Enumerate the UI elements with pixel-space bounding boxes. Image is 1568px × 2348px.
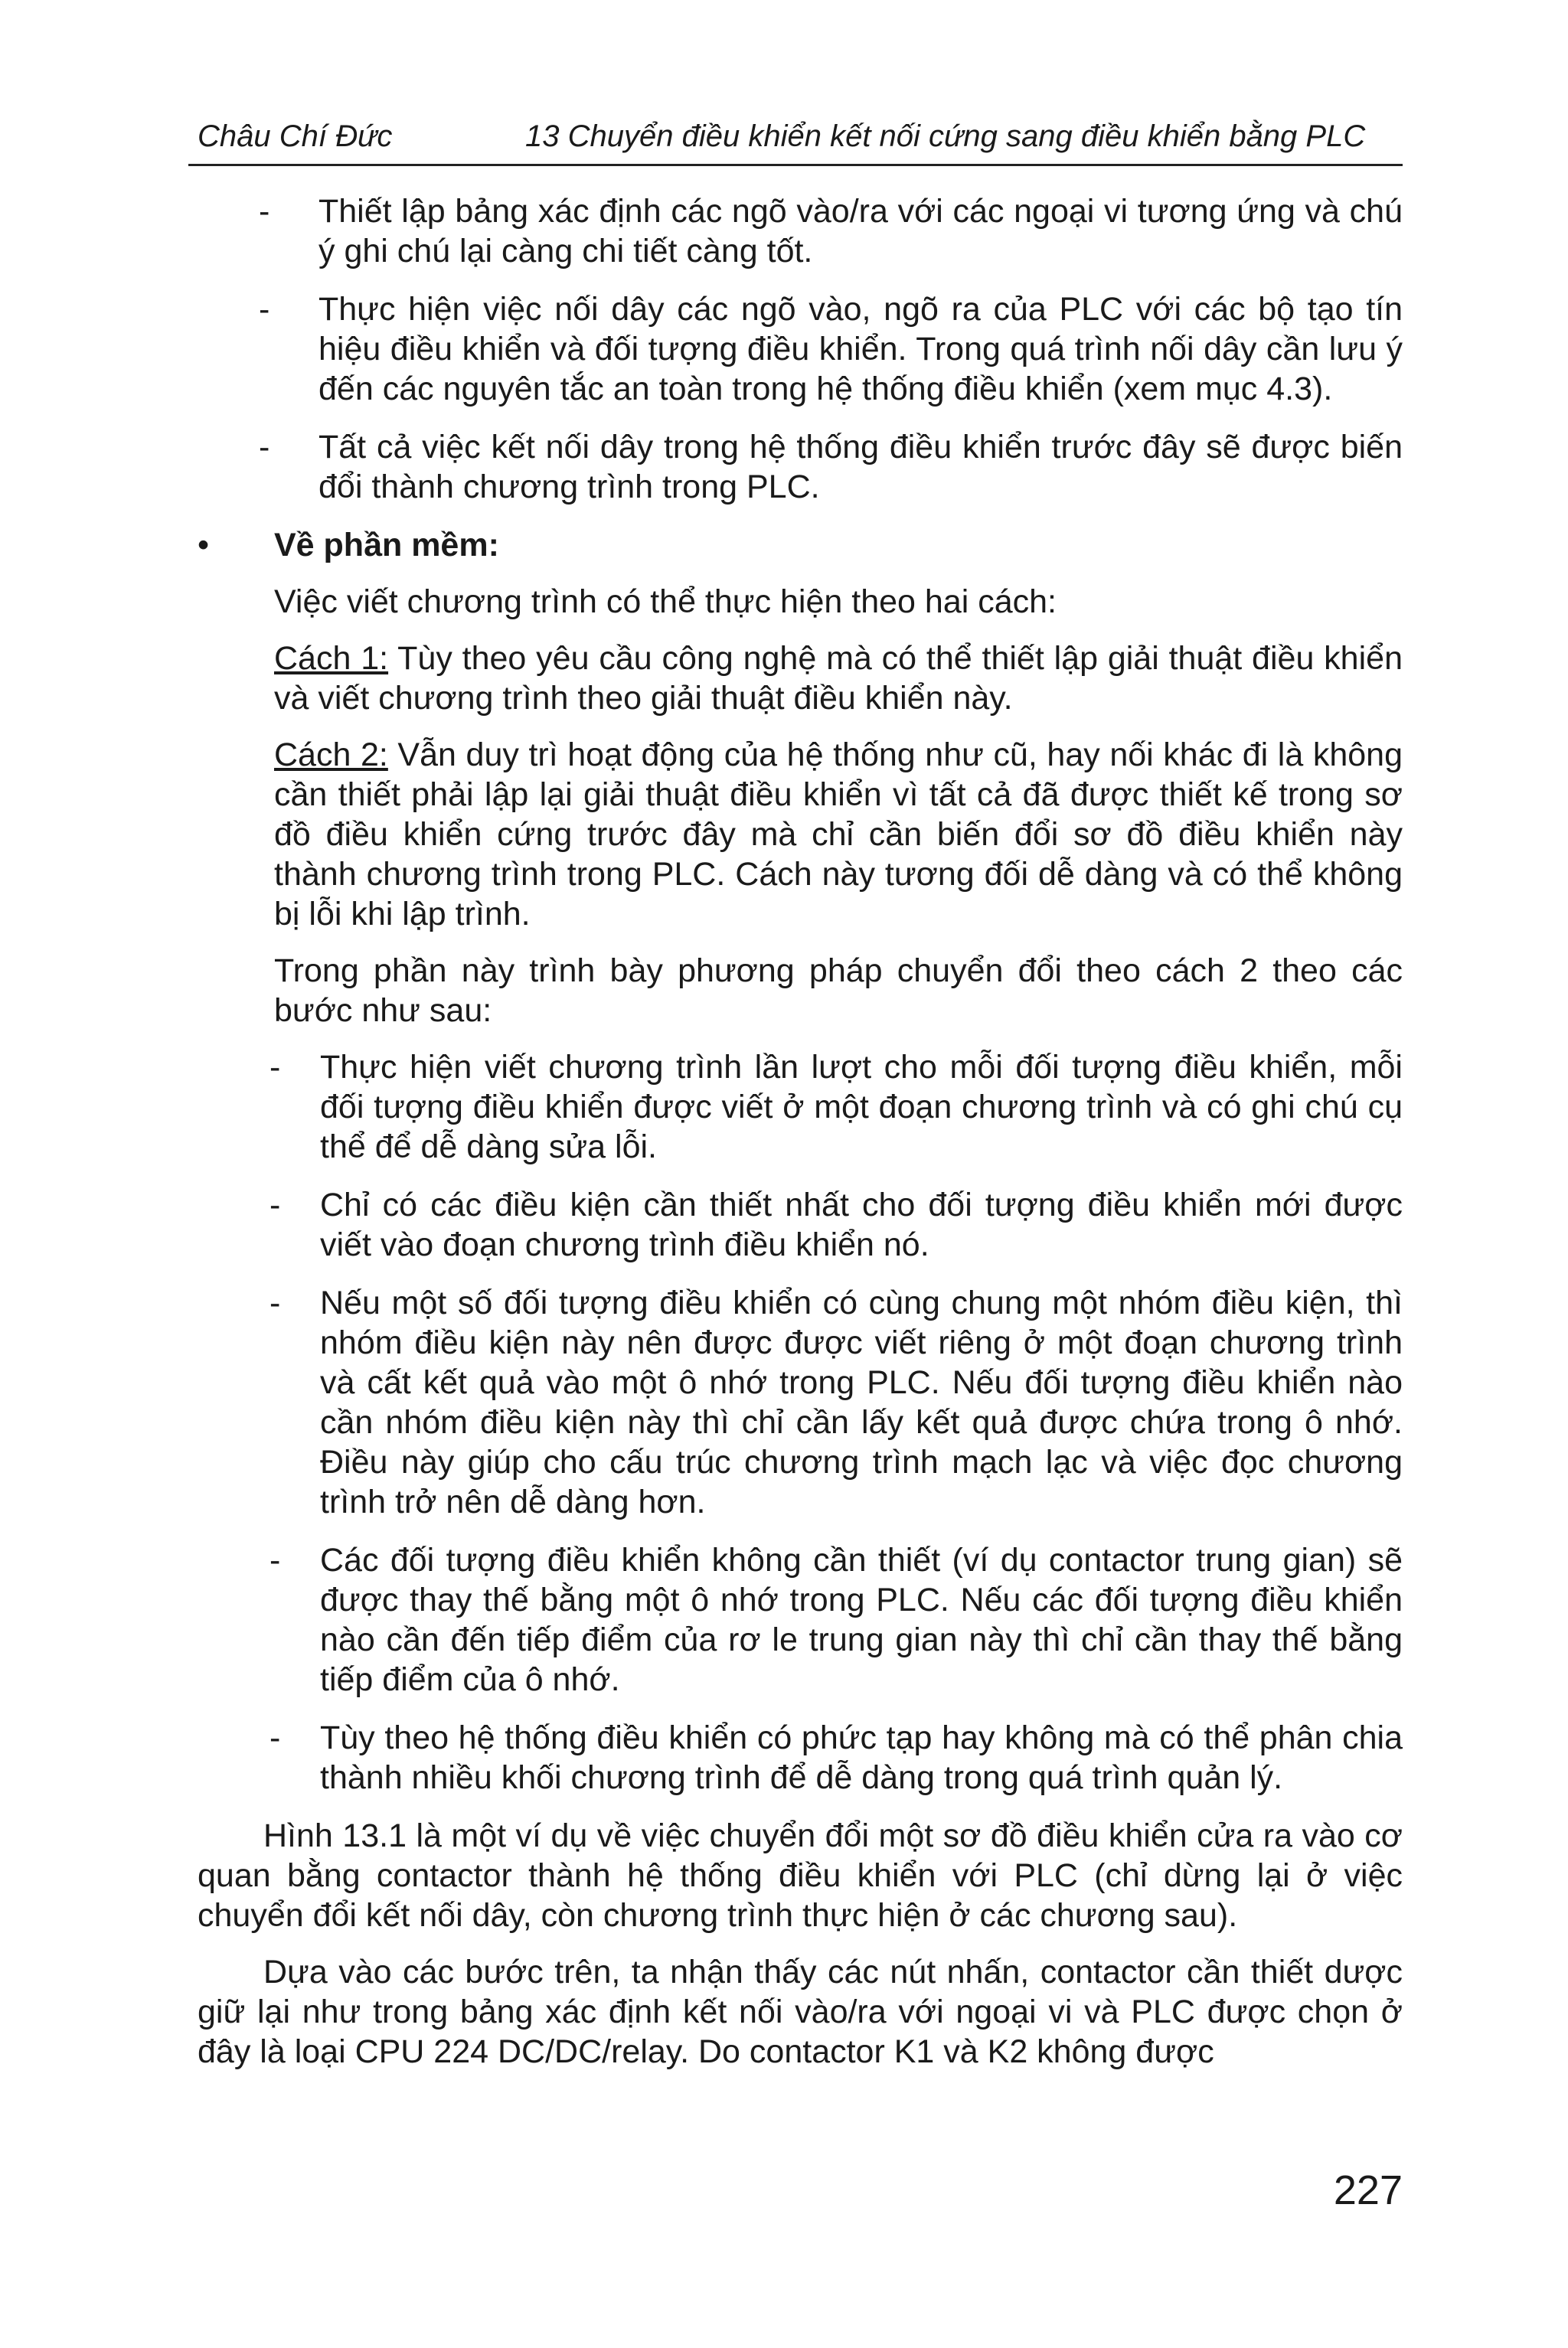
software-heading: [198, 525, 1403, 565]
step-item: [198, 1540, 1403, 1700]
header-author: Châu Chí Đức: [198, 119, 393, 153]
dash-marker: -: [259, 429, 270, 465]
hardware-list-item-text: Thực hiện việc nối dây các ngõ vào, ngõ ra của PLC với các bộ tạo tín hiệu điều khiển và đối tượng điều khiển. Trong quá trình nối dây cần lưu ý đến các nguyên tắc an toàn trong hệ thống điều khiển (xem mục 4.3).: [318, 291, 1403, 407]
dash-marker: -: [259, 193, 270, 230]
dash-marker: -: [270, 1542, 281, 1579]
hardware-list-item: [198, 427, 1403, 507]
method-1: [198, 638, 1403, 718]
step-item: [198, 1283, 1403, 1522]
dash-marker: -: [270, 1285, 281, 1321]
method-1-text: Tùy theo yêu cầu công nghệ mà có thể thiết lập giải thuật điều khiển và viết chương trình theo giải thuật điều khiển này.: [274, 640, 1403, 717]
step-item-text: Thực hiện viết chương trình lần lượt cho mỗi đối tượng điều khiển, mỗi đối tượng điều khiển được viết ở một đoạn chương trình và có ghi chú cụ thể để dễ dàng sửa lỗi.: [320, 1049, 1403, 1165]
steps-intro: Trong phần này trình bày phương pháp chuyển đổi theo cách 2 theo các bước như sau:: [274, 952, 1403, 1029]
hardware-list-item: [198, 191, 1403, 271]
hardware-list-item: [198, 289, 1403, 409]
step-item: [198, 1718, 1403, 1798]
method-2-text: Vẫn duy trì hoạt động của hệ thống như cũ, hay nối khác đi là không cần thiết phải lập lại giải thuật điều khiển vì tất cả đã được thiết kế trong sơ đồ điều khiển cứng trước đây mà chỉ cần biến đổi sơ đồ điều khiển này thành chương trình trong PLC. Cách này tương đối dễ dàng và có thể không bị lỗi khi lập trình.: [274, 736, 1403, 932]
hardware-list-item-text: Thiết lập bảng xác định các ngõ vào/ra với các ngoại vi tương ứng và chú ý ghi chú lại càng chi tiết càng tốt.: [318, 193, 1403, 269]
dash-marker: -: [270, 1719, 281, 1756]
step-item-text: Tùy theo hệ thống điều khiển có phức tạp hay không mà có thể phân chia thành nhiều khối chương trình để dễ dàng trong quá trình quản lý.: [320, 1719, 1403, 1796]
page-header: [188, 113, 1403, 166]
dash-marker: -: [270, 1187, 281, 1223]
step-item: [198, 1047, 1403, 1167]
header-chapter-title: 13 Chuyển điều khiển kết nối cứng sang điều khiển bằng PLC: [525, 119, 1366, 153]
page-number: 227: [1333, 2167, 1403, 2213]
bullet-icon: •: [198, 527, 210, 563]
method-1-label: Cách 1:: [274, 640, 389, 677]
dash-marker: -: [259, 291, 270, 328]
step-item-text: Nếu một số đối tượng điều khiển có cùng chung một nhóm điều kiện, thì nhóm điều kiện này nên được được viết riêng ở một đoạn chương trình và cất kết quả vào một ô nhớ trong PLC. Nếu đối tượng điều khiển nào cần nhóm điều kiện này thì chỉ cần lấy kết quả được chứa trong ô nhớ. Điều này giúp cho cấu trúc chương trình mạch lạc và việc đọc chương trình trở nên dễ dàng hơn.: [320, 1285, 1403, 1520]
page-body: [198, 191, 1403, 2088]
step-item-text: Các đối tượng điều khiển không cần thiết (ví dụ contactor trung gian) sẽ được thay thế bằng một ô nhớ trong PLC. Nếu các đối tượng điều khiển nào cần đến tiếp điểm của rơ le trung gian này thì chỉ cần thay thế bằng tiếp điểm của ô nhớ.: [320, 1542, 1403, 1698]
step-item-text: Chỉ có các điều kiện cần thiết nhất cho đối tượng điều khiển mới được viết vào đoạn chương trình điều khiển nó.: [320, 1187, 1403, 1263]
methods-intro: Việc viết chương trình có thể thực hiện theo hai cách:: [274, 583, 1057, 620]
method-2: [198, 735, 1403, 934]
method-2-label: Cách 2:: [274, 736, 388, 773]
body-paragraph: Hình 13.1 là một ví dụ về việc chuyển đổi một sơ đồ điều khiển cửa ra vào cơ quan bằng contactor thành hệ thống điều khiển với PLC (chỉ dừng lại ở việc chuyển đổi kết nối dây, còn chương trình thực hiện ở các chương sau).: [198, 1817, 1403, 1934]
hardware-list-item-text: Tất cả việc kết nối dây trong hệ thống điều khiển trước đây sẽ được biến đổi thành chương trình trong PLC.: [318, 429, 1403, 505]
body-paragraph: Dựa vào các bước trên, ta nhận thấy các nút nhấn, contactor cần thiết dược giữ lại như trong bảng xác định kết nối vào/ra với ngoại vi và PLC được chọn ở đây là loại CPU 224 DC/DC/relay. Do contactor K1 và K2 không được: [198, 1954, 1403, 2070]
dash-marker: -: [270, 1049, 281, 1086]
step-item: [198, 1185, 1403, 1265]
software-heading-text: Về phần mềm:: [274, 527, 499, 563]
